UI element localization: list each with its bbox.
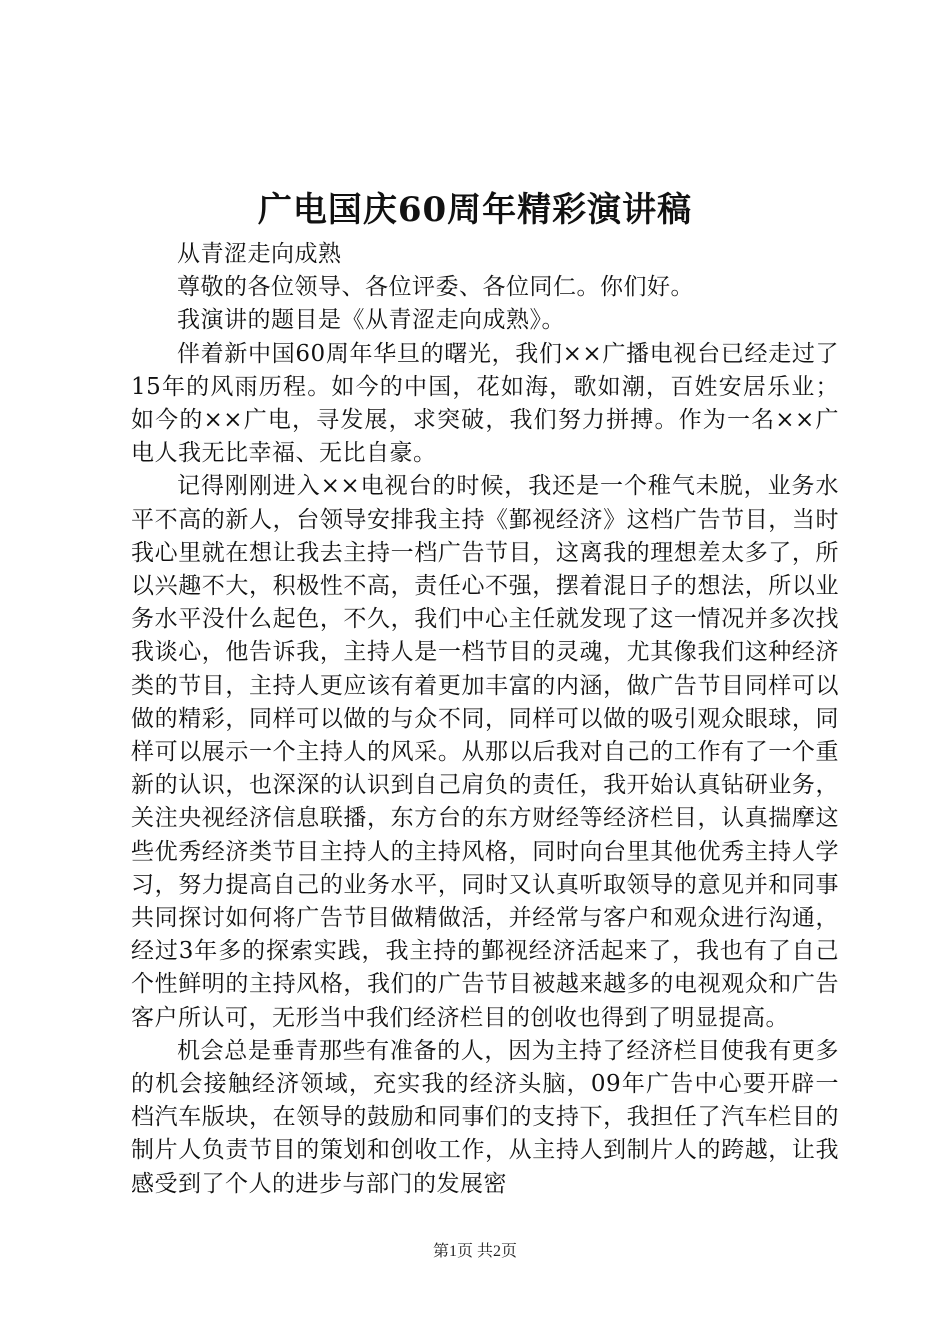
- page-indicator: 第1页 共2页: [432, 1243, 517, 1260]
- topic-paragraph: 我演讲的题目是《从青涩走向成熟》。: [177, 307, 565, 334]
- greeting-paragraph: 尊敬的各位领导、各位评委、各位同仁。你们好。: [177, 274, 694, 301]
- body-paragraph: 记得刚刚进入××电视台的时候，我还是一个稚气未脱，业务水平不高的新人，台领导安排我主持《鄞视经济》这档广告节目，当时我心里就在想让我去主持一档广告节目，这离我的理想差太多了，所以兴趣不大，积极性不高，责任心不强，摆着混日子的想法，所以业务水平没什么起色，不久，我们中心主任就发现了这一情况并多次找我谈心，他告诉我，主持人是一档节目的灵魂，尤其像我们这种经济类的节目，主持人更应该有着更加丰富的内涵，做广告节目同样可以做的精彩，同样可以做的与众不同，同样可以做的吸引观众眼球，同样可以展示一个主持人的风采。从那以后我对自己的工作有了一个重新的认识，也深深的认识到自己肩负的责任，我开始认真钻研业务，关注央视经济信息联播，东方台的东方财经等经济栏目，认真揣摩这些优秀经济类节目主持人的主持风格，同时向台里其他优秀主持人学习，努力提高自己的业务水平，同时又认真听取领导的意见并和同事共同探讨如何将广告节目做精做活，并经常与客户和观众进行沟通，经过3年多的探索实践，我主持的鄞视经济活起来了，我也有了自己个性鲜明的主持风格，我们的广告节目被越来越多的电视观众和广告客户所认可，无形当中我们经济栏目的创收也得到了明显提高。: [131, 473, 839, 1031]
- document-body: [131, 238, 839, 1201]
- body-paragraph: 伴着新中国60周年华旦的曙光，我们××广播电视台已经走过了15年的风雨历程。如今的中国，花如海，歌如潮，百姓安居乐业；如今的××广电，寻发展，求突破，我们努力拼搏。作为一名××广电人我无比幸福、无比自豪。: [131, 340, 839, 467]
- subtitle-paragraph: 从青涩走向成熟: [177, 241, 342, 267]
- body-paragraph: 机会总是垂青那些有准备的人，因为主持了经济栏目使我有更多的机会接触经济领域，充实我的经济头脑，09年广告中心要开辟一档汽车版块，在领导的鼓励和同事们的支持下，我担任了汽车栏目的制片人负责节目的策划和创收工作，从主持人到制片人的跨越，让我感受到了个人的进步与部门的发展密: [131, 1037, 839, 1197]
- page-footer: [0, 1240, 950, 1264]
- document-title: 广电国庆60周年精彩演讲稿: [257, 190, 693, 230]
